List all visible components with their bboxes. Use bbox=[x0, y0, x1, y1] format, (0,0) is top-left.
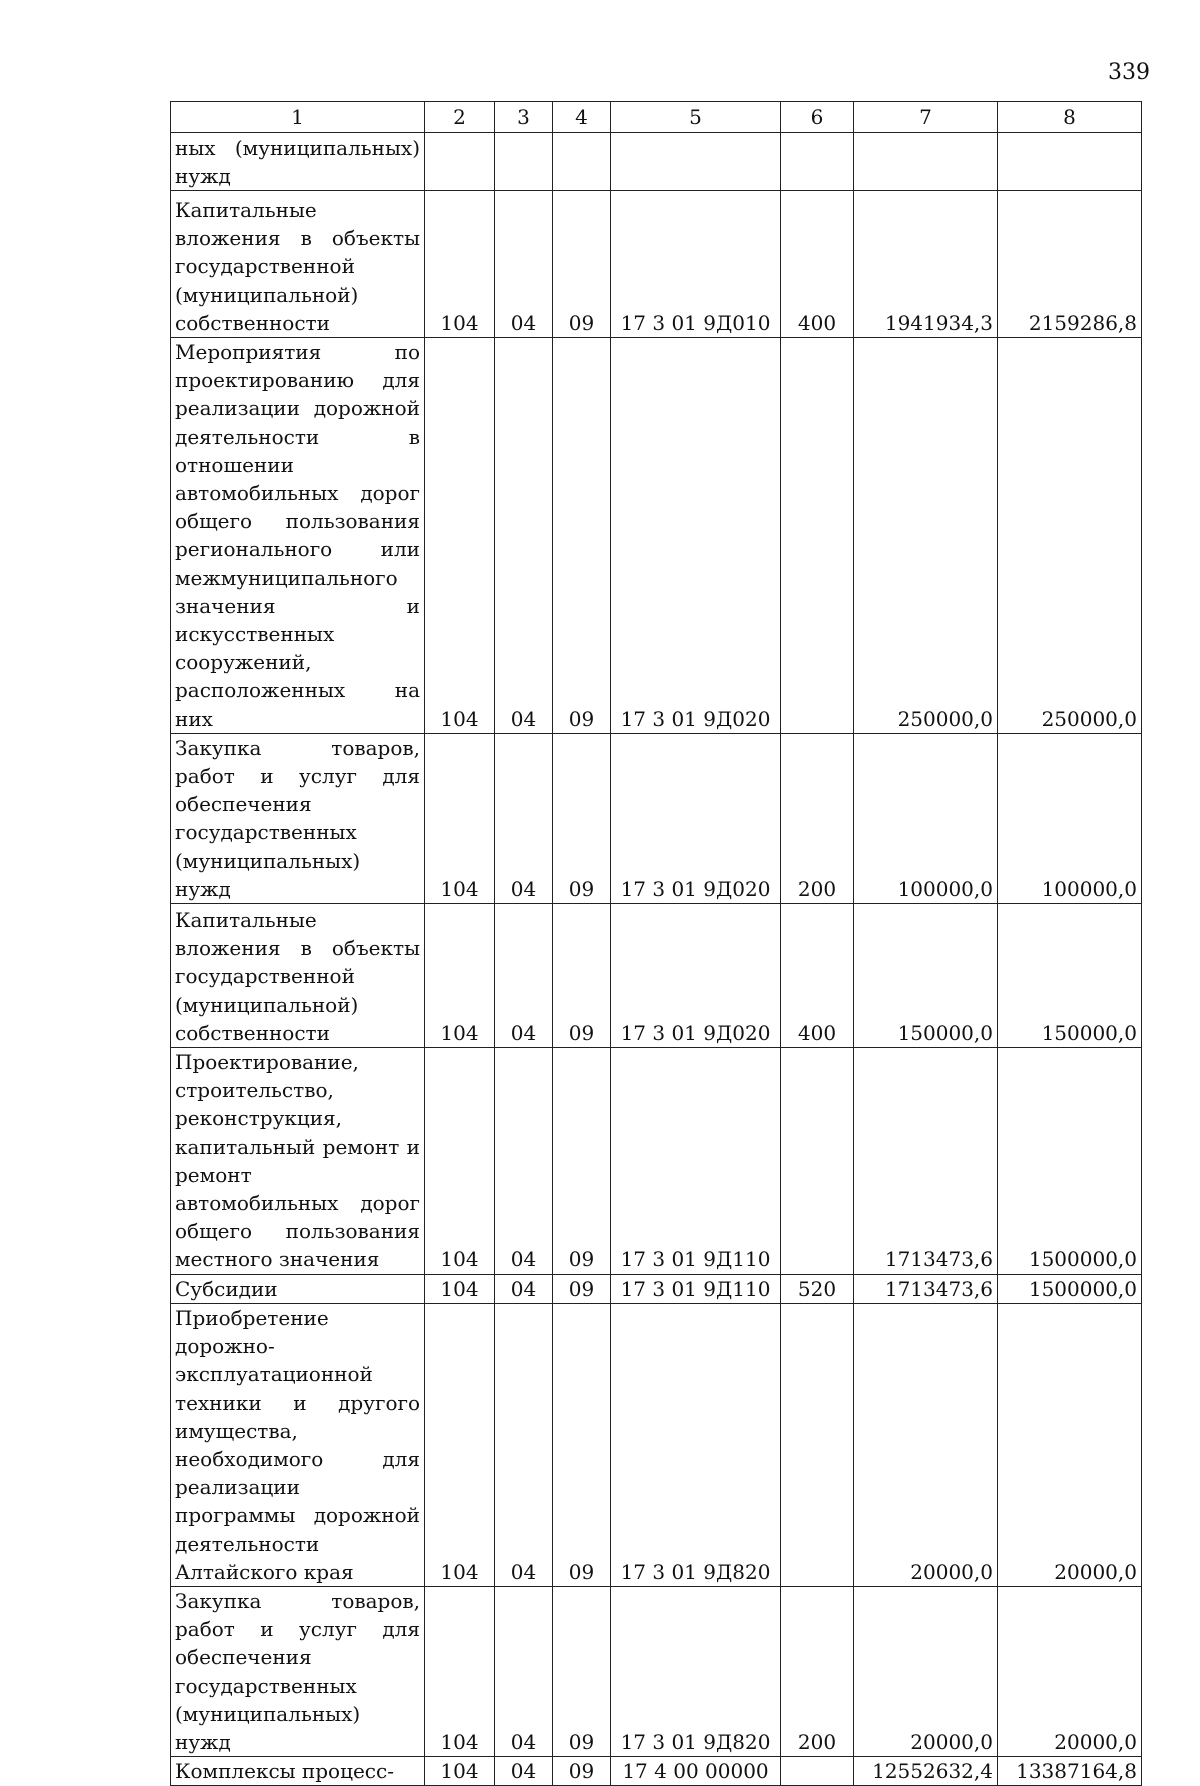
row-cell-col-8: 1500000,0 bbox=[998, 1048, 1142, 1275]
row-cell-col-6: 400 bbox=[781, 904, 854, 1048]
table-row bbox=[171, 1586, 1142, 1756]
row-cell-col-5: 17 3 01 9Д020 bbox=[611, 904, 781, 1048]
row-cell-col-8: 250000,0 bbox=[998, 338, 1142, 734]
row-cell-col-8: 20000,0 bbox=[998, 1303, 1142, 1586]
row-name-cell: Капитальные вложения в объекты государственной (муниципальной) собственности bbox=[171, 904, 425, 1048]
row-cell-col-3: 04 bbox=[495, 1048, 553, 1275]
budget-table bbox=[170, 101, 1142, 1786]
row-cell-col-5: 17 3 01 9Д010 bbox=[611, 191, 781, 338]
row-cell-col-7: 1713473,6 bbox=[854, 1048, 998, 1275]
row-cell-col-4: 09 bbox=[553, 1586, 611, 1756]
table-row bbox=[171, 191, 1142, 338]
table-row bbox=[171, 1757, 1142, 1786]
row-cell-col-6 bbox=[781, 338, 854, 734]
table-row bbox=[171, 904, 1142, 1048]
header-col-4: 4 bbox=[553, 102, 611, 133]
row-cell-col-6 bbox=[781, 1303, 854, 1586]
row-name-cell: Проектирование, строительство, реконструкция, капитальный ремонт и ремонт автомобильных дорог общего пользования местного значения bbox=[171, 1048, 425, 1275]
row-cell-col-8: 13387164,8 bbox=[998, 1757, 1142, 1786]
row-cell-col-3: 04 bbox=[495, 1757, 553, 1786]
row-cell-col-5: 17 3 01 9Д110 bbox=[611, 1048, 781, 1275]
row-cell-col-3: 04 bbox=[495, 338, 553, 734]
row-cell-col-4: 09 bbox=[553, 1303, 611, 1586]
header-col-7: 7 bbox=[854, 102, 998, 133]
header-col-3: 3 bbox=[495, 102, 553, 133]
row-cell-col-2: 104 bbox=[425, 904, 495, 1048]
row-name-cell: Мероприятия по проектированию для реализации дорожной деятельности в отношении автомобильных дорог общего пользования регионального или межмуниципального значения и искусственных сооружений, расположенных на них bbox=[171, 338, 425, 734]
row-cell-col-8: 2159286,8 bbox=[998, 191, 1142, 338]
row-cell-col-5: 17 4 00 00000 bbox=[611, 1757, 781, 1786]
row-name-cell: Комплексы процесс- bbox=[171, 1757, 425, 1786]
row-cell-col-4: 09 bbox=[553, 1274, 611, 1303]
table-header-row bbox=[171, 102, 1142, 133]
row-cell-col-4 bbox=[553, 133, 611, 191]
table-row bbox=[171, 133, 1142, 191]
row-name-cell: Закупка товаров, работ и услуг для обеспечения государственных (муниципальных) нужд bbox=[171, 1586, 425, 1756]
row-cell-col-5 bbox=[611, 133, 781, 191]
row-cell-col-2: 104 bbox=[425, 733, 495, 903]
row-cell-col-8: 100000,0 bbox=[998, 733, 1142, 903]
row-cell-col-5: 17 3 01 9Д820 bbox=[611, 1303, 781, 1586]
row-name-cell: Закупка товаров, работ и услуг для обеспечения государственных (муниципальных) нужд bbox=[171, 733, 425, 903]
row-cell-col-8 bbox=[998, 133, 1142, 191]
row-cell-col-6 bbox=[781, 1757, 854, 1786]
row-cell-col-2: 104 bbox=[425, 1303, 495, 1586]
row-cell-col-6 bbox=[781, 1048, 854, 1275]
table-row bbox=[171, 338, 1142, 734]
row-cell-col-6: 200 bbox=[781, 1586, 854, 1756]
row-cell-col-3: 04 bbox=[495, 904, 553, 1048]
row-cell-col-7: 1941934,3 bbox=[854, 191, 998, 338]
row-cell-col-7: 250000,0 bbox=[854, 338, 998, 734]
row-cell-col-5: 17 3 01 9Д820 bbox=[611, 1586, 781, 1756]
row-cell-col-4: 09 bbox=[553, 733, 611, 903]
row-cell-col-7: 20000,0 bbox=[854, 1586, 998, 1756]
row-cell-col-8: 150000,0 bbox=[998, 904, 1142, 1048]
row-cell-col-4: 09 bbox=[553, 1048, 611, 1275]
row-cell-col-7: 20000,0 bbox=[854, 1303, 998, 1586]
row-cell-col-2: 104 bbox=[425, 1586, 495, 1756]
row-cell-col-3: 04 bbox=[495, 733, 553, 903]
row-cell-col-8: 1500000,0 bbox=[998, 1274, 1142, 1303]
row-cell-col-2: 104 bbox=[425, 191, 495, 338]
row-cell-col-2: 104 bbox=[425, 1757, 495, 1786]
row-cell-col-3: 04 bbox=[495, 1586, 553, 1756]
row-cell-col-4: 09 bbox=[553, 191, 611, 338]
row-name-cell: Субсидии bbox=[171, 1274, 425, 1303]
header-col-1: 1 bbox=[171, 102, 425, 133]
row-name-cell: ных (муниципальных) нужд bbox=[171, 133, 425, 191]
row-cell-col-6: 400 bbox=[781, 191, 854, 338]
row-cell-col-3: 04 bbox=[495, 1303, 553, 1586]
row-cell-col-5: 17 3 01 9Д020 bbox=[611, 338, 781, 734]
row-cell-col-7: 150000,0 bbox=[854, 904, 998, 1048]
row-cell-col-6: 200 bbox=[781, 733, 854, 903]
row-cell-col-2: 104 bbox=[425, 1048, 495, 1275]
row-cell-col-6 bbox=[781, 133, 854, 191]
row-cell-col-2: 104 bbox=[425, 338, 495, 734]
table-row bbox=[171, 1274, 1142, 1303]
table-row bbox=[171, 1303, 1142, 1586]
page-number: 339 bbox=[1108, 60, 1150, 85]
row-cell-col-2: 104 bbox=[425, 1274, 495, 1303]
row-cell-col-3: 04 bbox=[495, 191, 553, 338]
row-cell-col-8: 20000,0 bbox=[998, 1586, 1142, 1756]
header-col-5: 5 bbox=[611, 102, 781, 133]
row-cell-col-7: 100000,0 bbox=[854, 733, 998, 903]
row-cell-col-5: 17 3 01 9Д110 bbox=[611, 1274, 781, 1303]
row-cell-col-7: 1713473,6 bbox=[854, 1274, 998, 1303]
row-cell-col-5: 17 3 01 9Д020 bbox=[611, 733, 781, 903]
table-row bbox=[171, 733, 1142, 903]
row-cell-col-4: 09 bbox=[553, 904, 611, 1048]
row-name-cell: Приобретение дорожно-эксплуатационной техники и другого имущества, необходимого для реализации программы дорожной деятельности Алтайского края bbox=[171, 1303, 425, 1586]
row-cell-col-4: 09 bbox=[553, 1757, 611, 1786]
header-col-6: 6 bbox=[781, 102, 854, 133]
row-cell-col-2 bbox=[425, 133, 495, 191]
row-cell-col-4: 09 bbox=[553, 338, 611, 734]
row-cell-col-6: 520 bbox=[781, 1274, 854, 1303]
table-row bbox=[171, 1048, 1142, 1275]
row-cell-col-7 bbox=[854, 133, 998, 191]
row-name-cell: Капитальные вложения в объекты государственной (муниципальной) собственности bbox=[171, 191, 425, 338]
row-cell-col-3 bbox=[495, 133, 553, 191]
row-cell-col-7: 12552632,4 bbox=[854, 1757, 998, 1786]
row-cell-col-3: 04 bbox=[495, 1274, 553, 1303]
header-col-8: 8 bbox=[998, 102, 1142, 133]
header-col-2: 2 bbox=[425, 102, 495, 133]
